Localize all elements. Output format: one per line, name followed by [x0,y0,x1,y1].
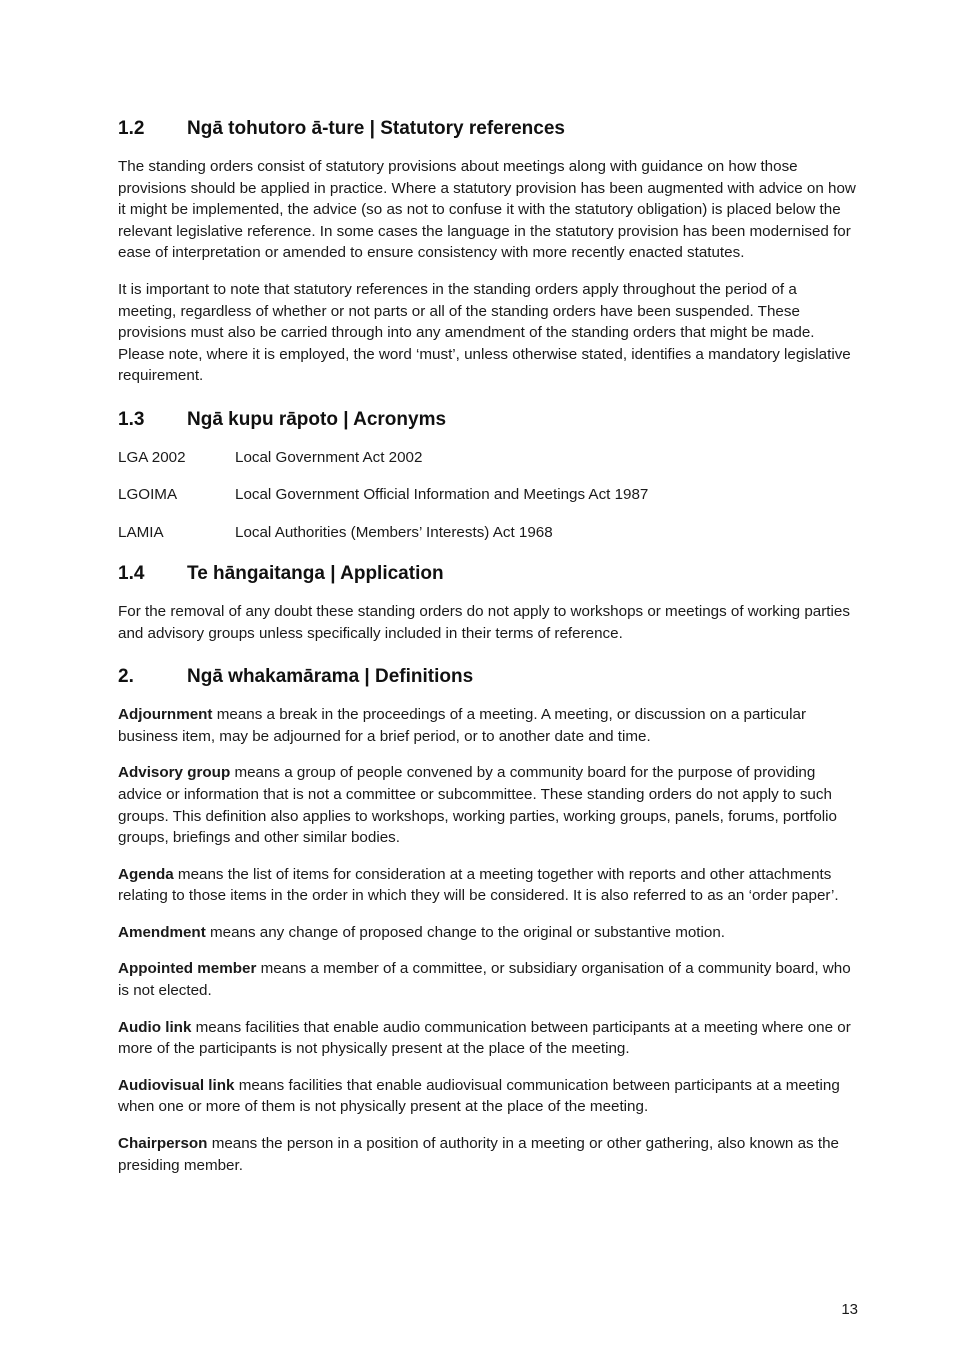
definition [118,864,858,907]
definition-text: means the person in a position of authority in a meeting or other gathering, also known as the presiding member. [118,1135,839,1174]
paragraph: The standing orders consist of statutory provisions about meetings along with guidance on how those provisions should be applied in practice. Where a statutory provision has been augmented with advice on how it might be implemented, the advice (so as not to confuse it with the statutory obligation) is placed below the relevant legislative reference. In some cases the language in the statutory provision has been modernised for ease of interpretation or amended to ensure consistency with more recently enacted statutes. [118,158,856,262]
definition-term: Audiovisual link [118,1076,235,1094]
definition-term: Advisory group [118,764,231,782]
section-title: Ngā tohutoro ā-ture | Statutory references [187,118,565,139]
acronym-abbr: LGOIMA [118,486,178,504]
definition [118,704,858,747]
section-number: 1.4 [118,562,145,584]
section-title: Ngā kupu rāpoto | Acronyms [187,408,447,430]
document-page [118,118,858,1191]
definition-text: means a break in the proceedings of a meeting. A meeting, or discussion on a particular business item, may be adjourned for a brief period, or to another date and time. [118,706,806,745]
definition-text: means a member of a committee, or subsidiary organisation of a community board, who is not elected. [118,960,851,1000]
definition-term: Chairperson [118,1135,208,1153]
definition [118,1133,858,1176]
definition [118,958,858,1001]
section-heading-acronyms [118,409,858,431]
definition-term: Audio link [118,1018,192,1036]
section-title: Ngā whakamārama | Definitions [187,666,474,688]
acronym-abbr: LGA 2002 [118,448,186,466]
section-heading-statutory-references [118,118,858,140]
section-title: Te hāngaitanga | Application [187,562,444,584]
definition [118,1075,858,1118]
acronym-meaning: Local Government Official Information and Meetings Act 1987 [235,486,649,504]
definition-text: means facilities that enable audiovisual communication between participants at a meeting when one or more of them is not physically present at the place of the meeting. [118,1076,840,1116]
section-heading-application [118,563,858,585]
section-number: 1.2 [118,118,145,139]
paragraph: For the removal of any doubt these standing orders do not apply to workshops or meetings of working parties and advisory groups unless specifically included in their terms of reference. [118,602,850,642]
definition-text: means the list of items for consideration at a meeting together with reports and other attachments relating to those items in the order in which they will be considered. It is also referred to as an ‘order paper’. [118,865,839,905]
acronym-row [118,522,858,543]
definition-term: Agenda [118,865,174,883]
acronym-meaning: Local Government Act 2002 [235,448,423,466]
paragraph: It is important to note that statutory references in the standing orders apply throughout the period of a meeting, regardless of whether or not parts or all of the standing orders have been suspended. These provisions must also be carried through into any amendment of the standing orders that might be made. Please note, where it is employed, the word ‘must’, unless otherwise stated, identifies a mandatory legislative requirement. [118,280,851,385]
acronym-abbr: LAMIA [118,523,164,541]
acronym-meaning: Local Authorities (Members’ Interests) Act 1968 [235,523,553,541]
definition-text: means facilities that enable audio communication between participants at a meeting where one or more of the participants is not physically present at the place of the meeting. [118,1018,851,1058]
definition-text: means a group of people convened by a community board for the purpose of providing advice or information that is not a committee or subcommittee. These standing orders do not apply to such groups. This definition also applies to workshops, working parties, working groups, panels, forums, portfolio groups, briefings and other similar bodies. [118,764,837,847]
definition [118,922,858,944]
section-heading-definitions [118,666,858,688]
page-number: 13 [841,1301,858,1318]
definition [118,762,858,848]
section-number: 1.3 [118,408,145,430]
definition-text: means any change of proposed change to the original or substantive motion. [205,923,726,941]
definition-term: Adjournment [118,706,213,724]
acronym-row [118,447,858,468]
acronym-row [118,484,858,505]
definition-term: Amendment [118,923,206,941]
section-number: 2. [118,666,134,688]
definition [118,1017,858,1060]
definition-term: Appointed member [118,960,257,978]
